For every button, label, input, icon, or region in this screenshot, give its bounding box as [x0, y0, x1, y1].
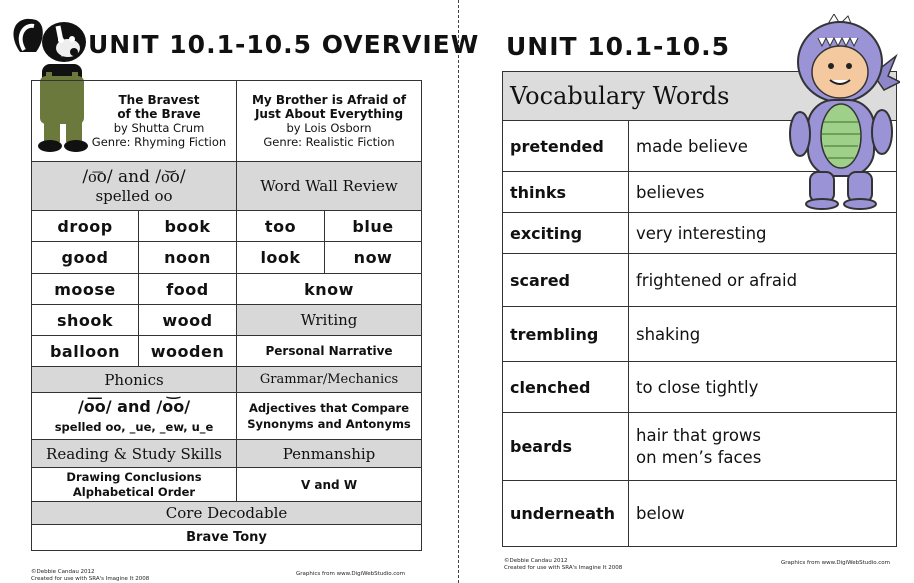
right-graphics-credit: Graphics from www.DigiWebStudio.com	[781, 560, 891, 566]
spelling-word: food	[139, 274, 237, 305]
vocab-definition: to close tightly	[629, 362, 897, 413]
word-wall-word: know	[237, 274, 422, 305]
vocab-term: exciting	[503, 213, 629, 254]
writing-value: Personal Narrative	[237, 336, 422, 367]
spelling-header	[32, 162, 237, 211]
left-title: UNIT 10.1-10.5 OVERVIEW	[88, 30, 480, 59]
word-wall-word: look	[237, 242, 325, 274]
spelling-word: wood	[139, 305, 237, 336]
phonics-line: spelled oo, _ue, _ew, u_e	[54, 420, 214, 434]
book-author: by Shutta Crum	[113, 121, 205, 135]
left-credit	[31, 569, 149, 583]
vocab-definition-line: on men’s faces	[636, 447, 762, 467]
book-genre: Genre: Rhyming Fiction	[91, 135, 227, 149]
phonics-line: /o͞o/ and /o͝o/	[77, 397, 191, 416]
book-cell	[237, 81, 422, 162]
word-wall-word: blue	[325, 211, 422, 242]
spelling-word: balloon	[32, 336, 139, 367]
spelling-header-line: /o͞o/ and /o͝o/	[82, 167, 186, 187]
book-cell	[32, 81, 237, 162]
book-author: by Lois Osborn	[286, 121, 372, 135]
vocab-definition: believes	[629, 172, 897, 213]
vocab-definition: very interesting	[629, 213, 897, 254]
spelling-word: book	[139, 211, 237, 242]
word-wall-word: too	[237, 211, 325, 242]
left-graphics-credit: Graphics from www.DigiWebStudio.com	[296, 571, 406, 577]
reading-line: Drawing Conclusions	[66, 469, 202, 484]
vocab-definition: made believe	[629, 121, 897, 172]
vocabulary-header: Vocabulary Words	[503, 72, 897, 121]
book-title-line: of the Brave	[117, 107, 201, 121]
credit-line: Created for use with SRA's Imagine It 2008	[31, 576, 150, 582]
grammar-line: Adjectives that Compare	[249, 401, 410, 415]
page-divider	[458, 0, 459, 583]
vocab-term: thinks	[503, 172, 629, 213]
book-title-line: Just About Everything	[254, 107, 404, 121]
vocab-definition-line: hair that grows	[636, 425, 762, 445]
vocab-term: beards	[503, 413, 629, 481]
book-title-line: My Brother is Afraid of	[251, 93, 407, 107]
spelling-word: shook	[32, 305, 139, 336]
word-wall-header: Word Wall Review	[237, 162, 422, 211]
credit-line: ©Debbie Candau 2012	[31, 569, 95, 575]
vocab-term: scared	[503, 254, 629, 307]
grammar-header: Grammar/Mechanics	[237, 367, 422, 393]
spelling-word: wooden	[139, 336, 237, 367]
writing-header: Writing	[237, 305, 422, 336]
credit-line: Created for use with SRA's Imagine It 2008	[504, 565, 623, 571]
spelling-word: droop	[32, 211, 139, 242]
decodable-header: Core Decodable	[32, 502, 422, 525]
phonics-value	[32, 393, 237, 440]
spelling-word: good	[32, 242, 139, 274]
book-genre: Genre: Realistic Fiction	[263, 135, 395, 149]
penmanship-header: Penmanship	[237, 440, 422, 468]
decodable-value: Brave Tony	[32, 525, 422, 551]
overview-table	[31, 80, 422, 551]
book-title-line: The Bravest	[118, 93, 200, 107]
vocab-definition: below	[629, 481, 897, 547]
vocab-term: pretended	[503, 121, 629, 172]
right-credit	[504, 558, 622, 572]
spelling-header-line: spelled oo	[95, 187, 173, 205]
grammar-line: Synonyms and Antonyms	[247, 417, 411, 431]
phonics-header: Phonics	[32, 367, 237, 393]
vocab-term: trembling	[503, 307, 629, 362]
right-title: UNIT 10.1-10.5	[506, 32, 731, 61]
dinosaur-costume-kid-icon	[788, 14, 900, 210]
credit-line: ©Debbie Candau 2012	[504, 558, 568, 564]
spelling-word: noon	[139, 242, 237, 274]
grammar-value	[237, 393, 422, 440]
reading-value	[32, 468, 237, 502]
vocab-definition	[629, 413, 897, 481]
word-wall-word: now	[325, 242, 422, 274]
vocab-term: clenched	[503, 362, 629, 413]
reading-line: Alphabetical Order	[72, 484, 196, 499]
spelling-word: moose	[32, 274, 139, 305]
vocab-definition: frightened or afraid	[629, 254, 897, 307]
reading-header: Reading & Study Skills	[32, 440, 237, 468]
penmanship-value: V and W	[237, 468, 422, 502]
vocab-definition: shaking	[629, 307, 897, 362]
vocab-term: underneath	[503, 481, 629, 547]
